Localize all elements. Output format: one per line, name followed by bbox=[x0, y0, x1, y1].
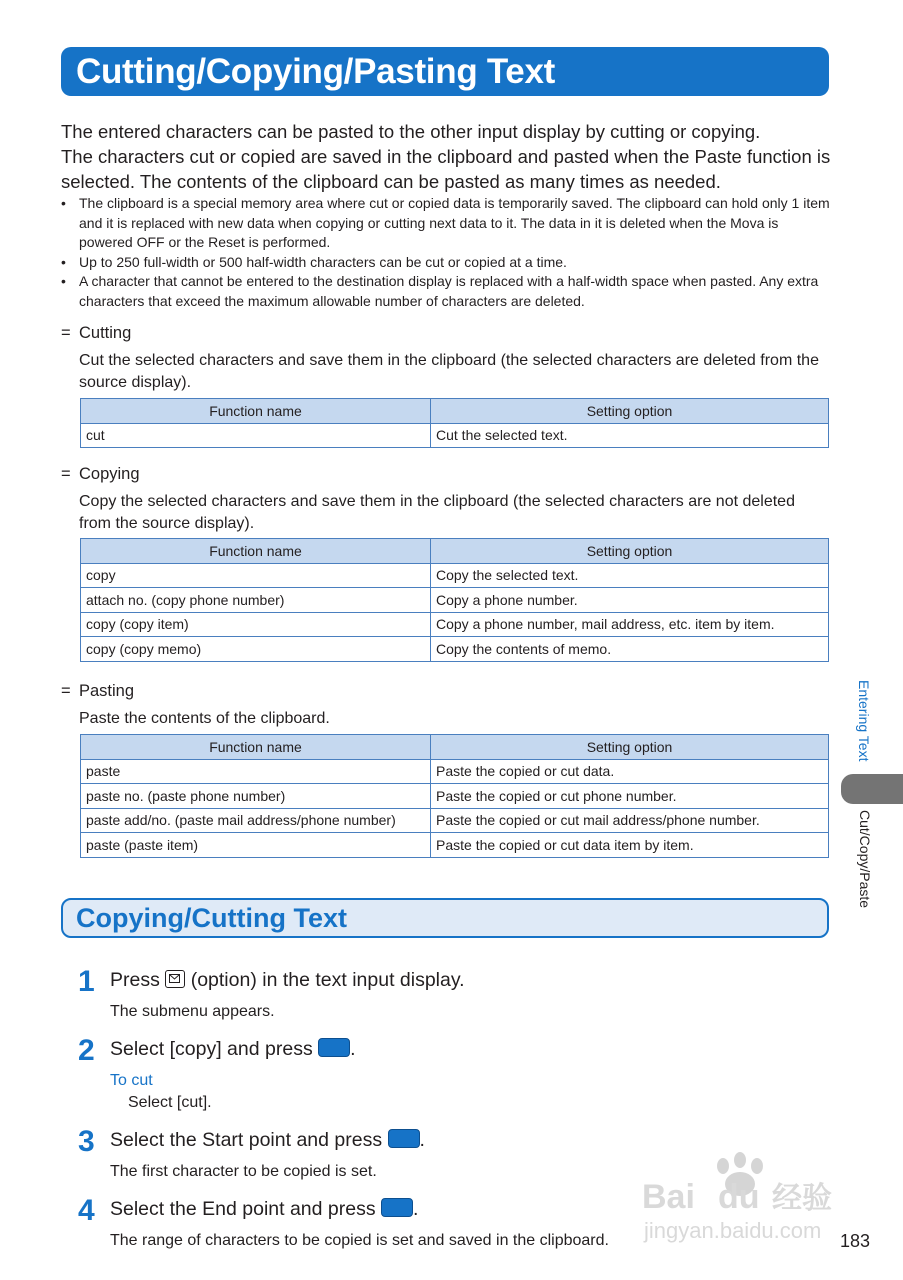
to-cut-label: To cut bbox=[110, 1072, 153, 1089]
section-heading-text: Pasting bbox=[79, 682, 135, 700]
step-result: The first character to be copied is set. bbox=[110, 1163, 377, 1180]
step-number: 1 bbox=[78, 965, 95, 998]
center-key-icon bbox=[318, 1038, 350, 1057]
column-header-setting-option: Setting option bbox=[431, 399, 829, 424]
watermark-brand-left: Bai bbox=[642, 1178, 695, 1216]
setting-option-cell: Copy a phone number. bbox=[431, 588, 829, 613]
copying-table bbox=[80, 538, 829, 662]
mail-key-icon bbox=[165, 970, 185, 988]
setting-option-cell: Cut the selected text. bbox=[431, 423, 829, 448]
step-text-before: Select [copy] and press bbox=[110, 1038, 313, 1060]
section-description-copying: Copy the selected characters and save them in the clipboard (the selected characters are not deleted from the source display). bbox=[79, 493, 795, 532]
table-header-row bbox=[81, 399, 829, 424]
step-instruction bbox=[110, 1037, 356, 1061]
table-header-row bbox=[81, 735, 829, 760]
section-mark-icon: = bbox=[61, 682, 71, 700]
step-instruction bbox=[110, 968, 465, 992]
center-key-icon bbox=[388, 1129, 420, 1148]
section-description-pasting: Paste the contents of the clipboard. bbox=[79, 710, 330, 727]
function-name-cell: paste add/no. (paste mail address/phone number) bbox=[81, 808, 431, 833]
step-text-after: . bbox=[419, 1129, 425, 1151]
setting-option-cell: Paste the copied or cut mail address/phone number. bbox=[431, 808, 829, 833]
table-row bbox=[81, 563, 829, 588]
watermark-brand-right: du bbox=[718, 1178, 760, 1216]
table-row bbox=[81, 759, 829, 784]
setting-option-cell: Paste the copied or cut data. bbox=[431, 759, 829, 784]
setting-option-cell: Copy the selected text. bbox=[431, 563, 829, 588]
setting-option-cell: Copy the contents of memo. bbox=[431, 637, 829, 662]
step-result: The range of characters to be copied is set and saved in the clipboard. bbox=[110, 1232, 609, 1249]
side-tab-marker bbox=[841, 774, 903, 804]
step-text-before: Select the End point and press bbox=[110, 1198, 376, 1220]
setting-option-cell: Copy a phone number, mail address, etc. item by item. bbox=[431, 612, 829, 637]
table-row bbox=[81, 423, 829, 448]
note-text: A character that cannot be entered to the destination display is replaced with a half-width space when pasted. Any extra characters that exceed the maximum allowable number of characters are deleted. bbox=[79, 273, 819, 309]
table-row bbox=[81, 833, 829, 858]
column-header-setting-option: Setting option bbox=[431, 539, 829, 564]
step-number: 4 bbox=[78, 1194, 95, 1227]
procedure-title: Copying/Cutting Text bbox=[61, 898, 829, 938]
intro-line: The characters cut or copied are saved in the clipboard and pasted when the Paste function is selected. The contents of the clipboard can be pasted as many times as needed. bbox=[61, 146, 831, 192]
table-row bbox=[81, 784, 829, 809]
bullet-icon: • bbox=[61, 253, 66, 270]
pasting-table bbox=[80, 734, 829, 858]
page-number: 183 bbox=[840, 1231, 871, 1251]
step-instruction bbox=[110, 1128, 425, 1152]
step-text-after: (option) in the text input display. bbox=[190, 969, 465, 991]
section-mark-icon: = bbox=[61, 324, 71, 342]
function-name-cell: paste (paste item) bbox=[81, 833, 431, 858]
section-heading-text: Copying bbox=[79, 465, 140, 483]
function-name-cell: copy (copy item) bbox=[81, 612, 431, 637]
note-text: The clipboard is a special memory area where cut or copied data is temporarily saved. The clipboard can hold only 1 item and it is replaced with new data when copying or cutting next data to it. The data in it is deleted when the Mova is powered OFF or the Reset is performed. bbox=[79, 195, 830, 250]
table-row bbox=[81, 637, 829, 662]
watermark-url: jingyan.baidu.com bbox=[644, 1218, 822, 1243]
column-header-function-name: Function name bbox=[81, 399, 431, 424]
center-key-icon bbox=[381, 1198, 413, 1217]
step-result: The submenu appears. bbox=[110, 1003, 275, 1020]
intro-paragraph bbox=[61, 119, 831, 194]
bullet-icon: • bbox=[61, 273, 66, 289]
column-header-function-name: Function name bbox=[81, 735, 431, 760]
function-name-cell: paste bbox=[81, 759, 431, 784]
side-tab-section: Cut/Copy/Paste bbox=[857, 810, 873, 909]
section-heading-copying bbox=[61, 464, 140, 484]
cutting-table bbox=[80, 398, 829, 448]
note-item bbox=[61, 253, 831, 273]
setting-option-cell: Paste the copied or cut data item by item. bbox=[431, 833, 829, 858]
bullet-icon: • bbox=[61, 195, 66, 211]
column-header-function-name: Function name bbox=[81, 539, 431, 564]
section-mark-icon: = bbox=[61, 465, 71, 483]
section-heading-cutting bbox=[61, 323, 131, 343]
step-number: 2 bbox=[78, 1034, 95, 1067]
note-text: Up to 250 full-width or 500 half-width characters can be cut or copied at a time. bbox=[79, 253, 567, 270]
step-text-before: Press bbox=[110, 969, 160, 991]
step-text-after: . bbox=[413, 1198, 419, 1220]
intro-line: The entered characters can be pasted to the other input display by cutting or copying. bbox=[61, 121, 761, 142]
function-name-cell: cut bbox=[81, 423, 431, 448]
watermark-cn: 经验 bbox=[772, 1181, 832, 1216]
column-header-setting-option: Setting option bbox=[431, 735, 829, 760]
to-cut-instruction: Select [cut]. bbox=[128, 1094, 212, 1111]
setting-option-cell: Paste the copied or cut phone number. bbox=[431, 784, 829, 809]
step-number: 3 bbox=[78, 1125, 95, 1158]
page-title: Cutting/Copying/Pasting Text bbox=[61, 47, 829, 96]
table-row bbox=[81, 808, 829, 833]
table-row bbox=[81, 588, 829, 613]
notes-list bbox=[61, 194, 831, 311]
function-name-cell: attach no. (copy phone number) bbox=[81, 588, 431, 613]
step-text-after: . bbox=[350, 1038, 356, 1060]
step-instruction bbox=[110, 1197, 418, 1221]
step-text-before: Select the Start point and press bbox=[110, 1129, 383, 1151]
side-tab-chapter: Entering Text bbox=[856, 680, 872, 762]
baidu-watermark-logo bbox=[640, 1150, 850, 1245]
table-header-row bbox=[81, 539, 829, 564]
function-name-cell: copy (copy memo) bbox=[81, 637, 431, 662]
note-item bbox=[61, 272, 831, 311]
function-name-cell: paste no. (paste phone number) bbox=[81, 784, 431, 809]
table-row bbox=[81, 612, 829, 637]
function-name-cell: copy bbox=[81, 563, 431, 588]
section-description-cutting: Cut the selected characters and save them in the clipboard (the selected characters are deleted from the source display). bbox=[79, 352, 819, 391]
section-heading-text: Cutting bbox=[79, 324, 132, 342]
section-heading-pasting bbox=[61, 681, 134, 701]
note-item bbox=[61, 194, 831, 253]
